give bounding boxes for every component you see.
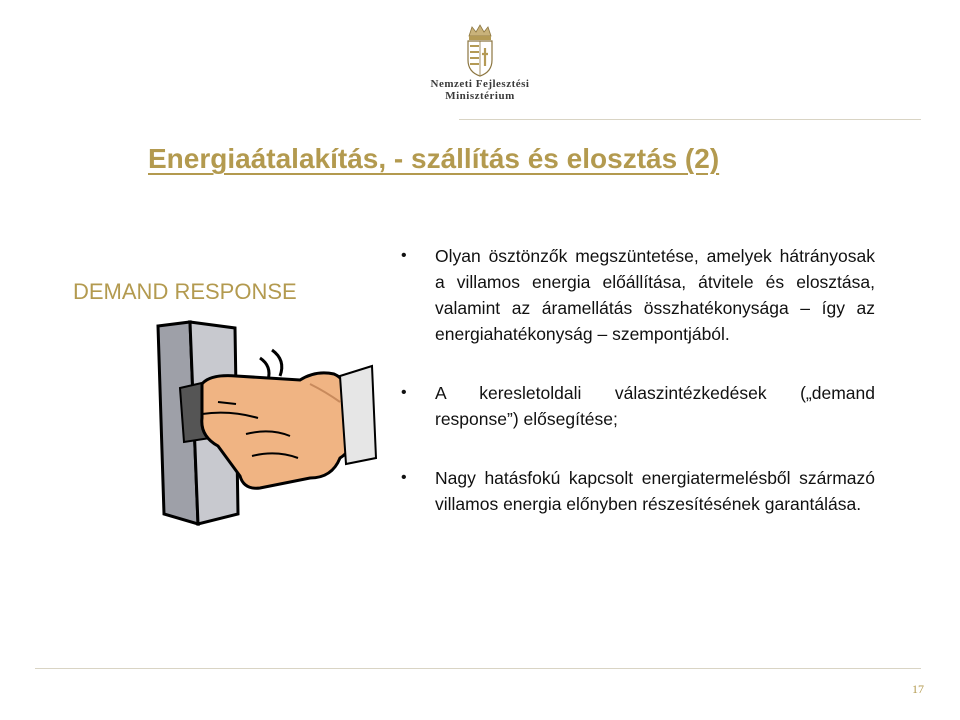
logo-line-2: Minisztérium [445, 90, 515, 102]
bullet-list [401, 243, 875, 517]
header-divider [459, 119, 921, 120]
bullet-text-2: A keresletoldali válaszintézkedések („demand response”) elősegítése; [435, 383, 875, 429]
hand-pressing-switch-icon [140, 318, 380, 528]
bullet-item-3 [401, 465, 875, 517]
bullet-marker: • [401, 469, 407, 486]
logo-line-1: Nemzeti Fejlesztési [430, 78, 530, 90]
coat-of-arms-icon [463, 22, 497, 78]
bullet-item-1 [401, 243, 875, 347]
bullet-text-1: Olyan ösztönzők megszüntetése, amelyek hátrányosak a villamos energia előállítása, átvitele és elosztása, valamint az áramellátás összhatékonysága – így az energiahatékonyság – szempontjából. [435, 246, 875, 344]
footer-divider [35, 668, 921, 669]
slide-title: Energiaátalakítás, - szállítás és elosztás (2) [148, 143, 720, 174]
bullet-marker: • [401, 247, 407, 264]
ministry-logo [420, 22, 540, 112]
bullet-marker: • [401, 384, 407, 401]
section-label: DEMAND RESPONSE [73, 279, 297, 304]
bullet-item-2 [401, 380, 875, 432]
page-number: 17 [912, 682, 924, 696]
bullet-text-3: Nagy hatásfokú kapcsolt energiatermelésből származó villamos energia előnyben részesítésének garantálása. [435, 468, 875, 514]
